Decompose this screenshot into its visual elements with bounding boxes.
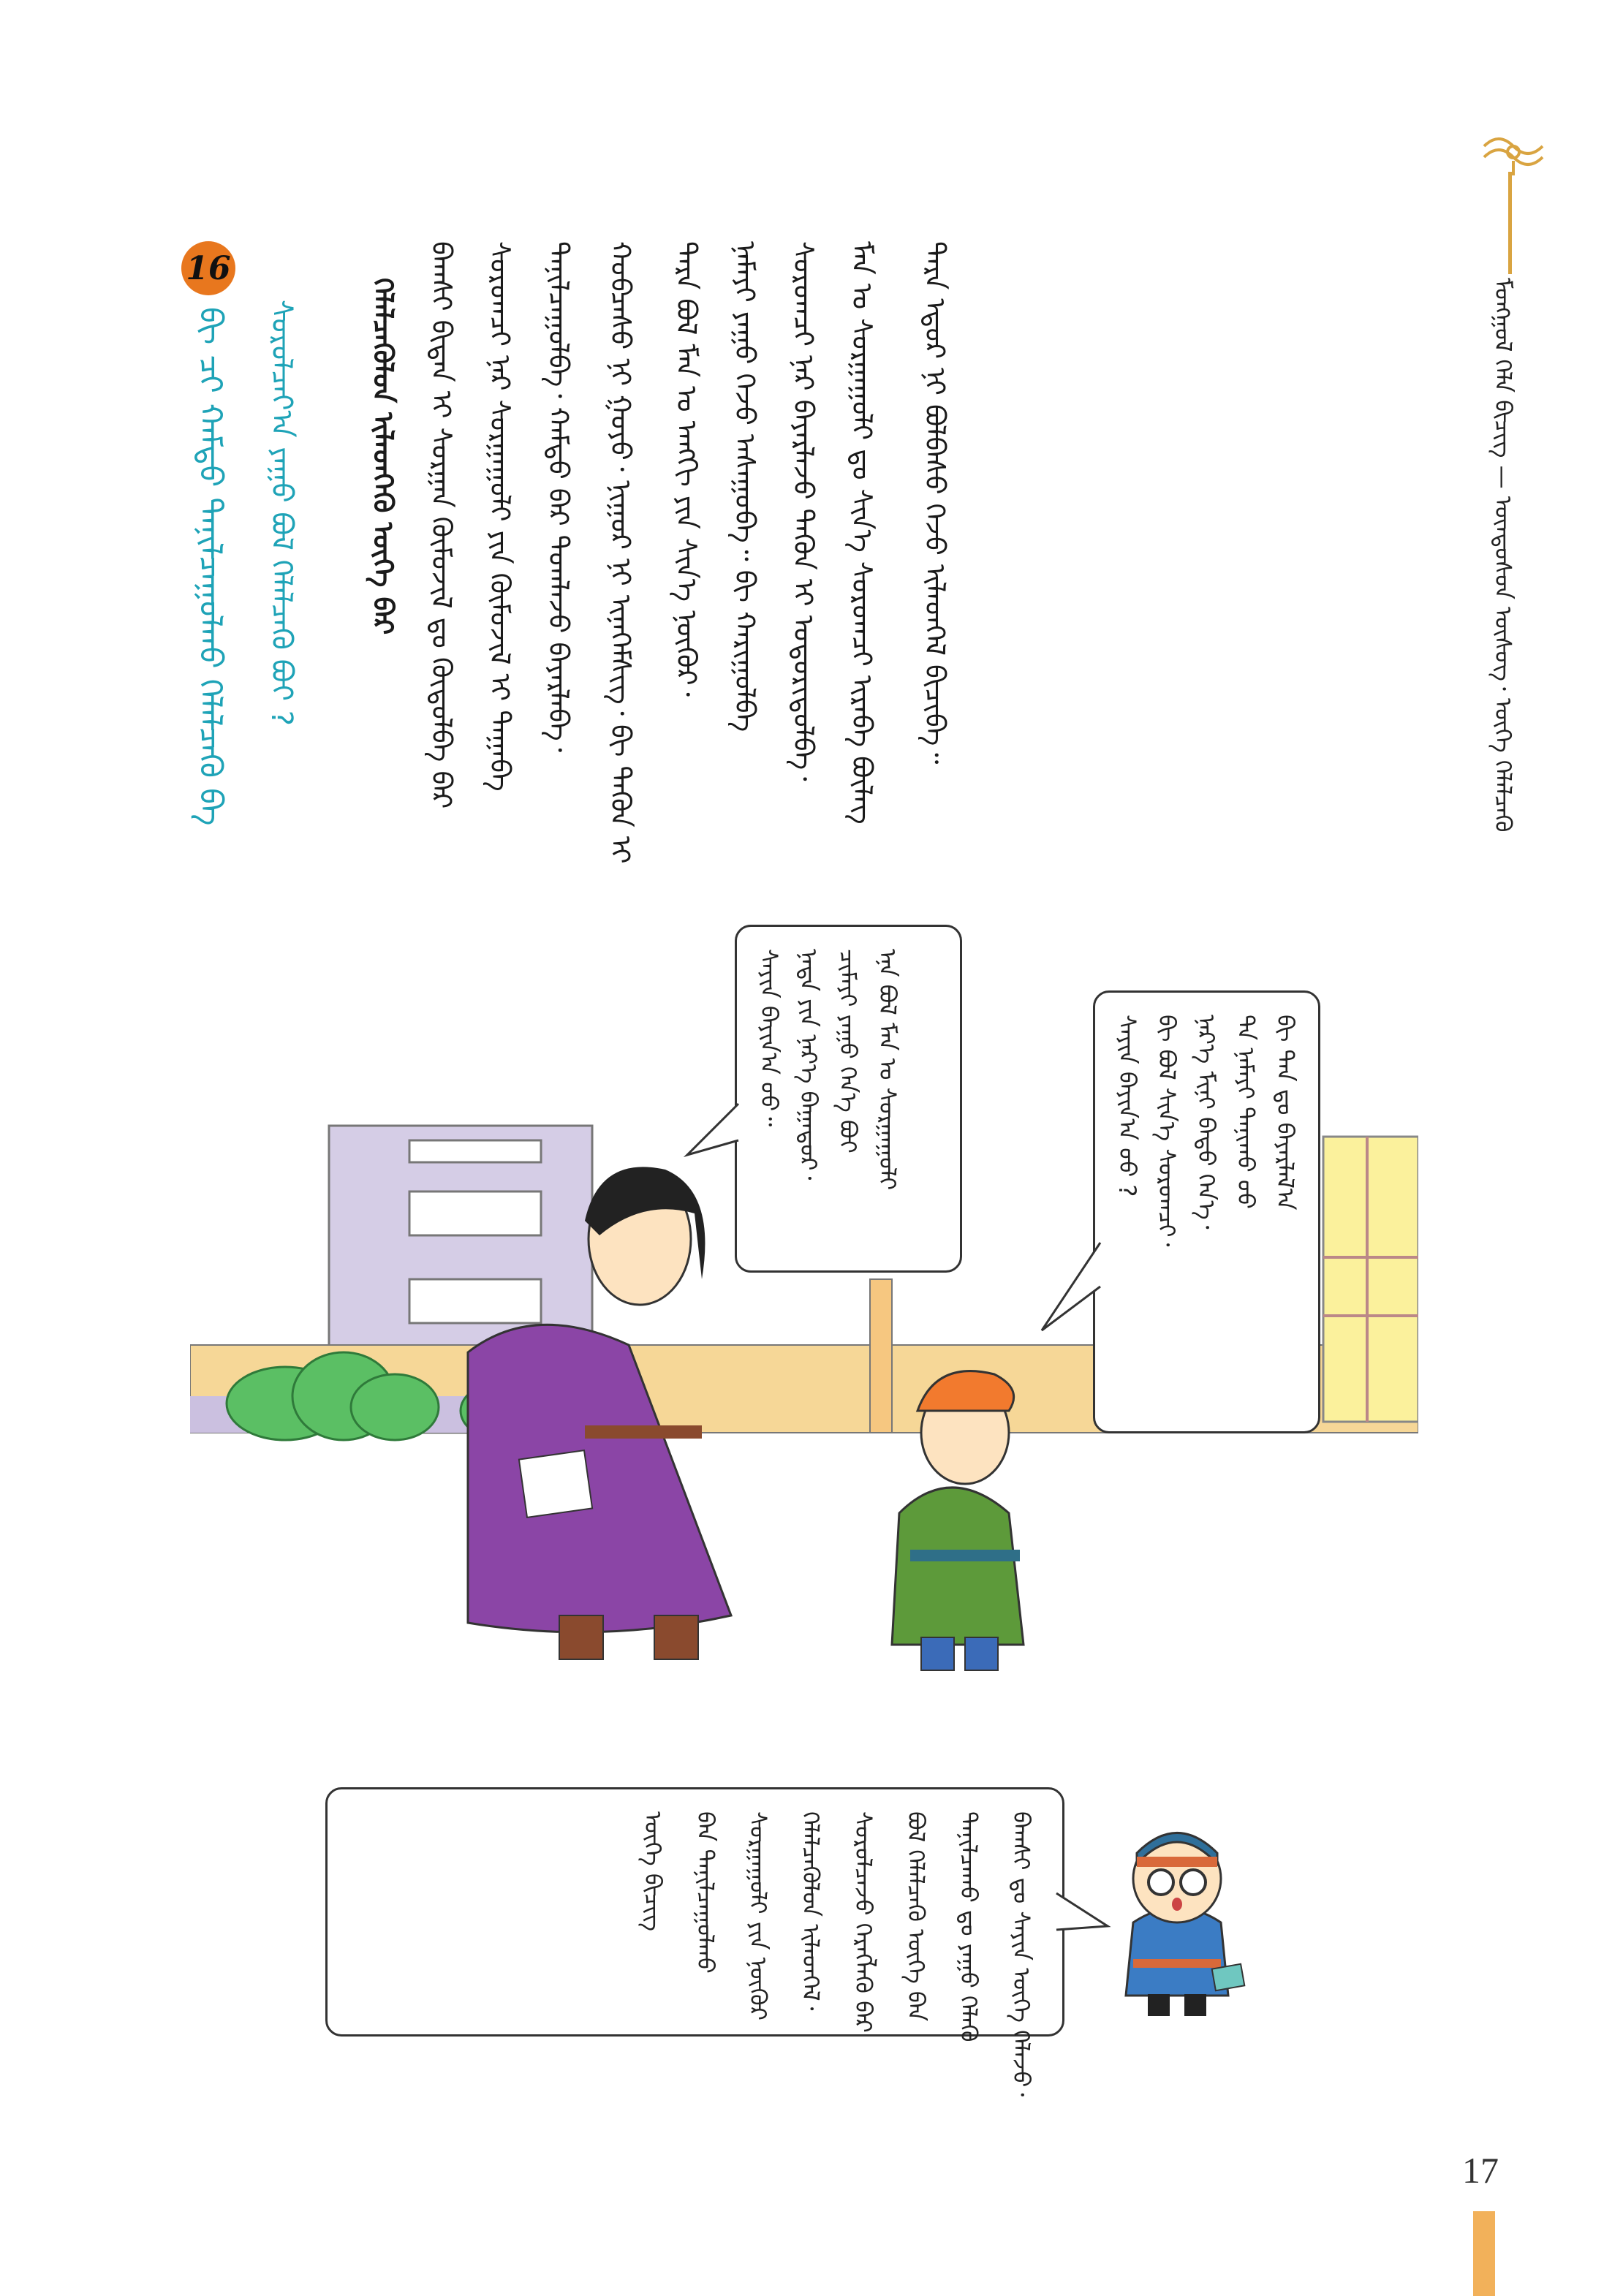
body-line-1: ᠲᠡᠷᠡ ᠡᠳᠦᠷ ᠨᠢ ᠪᠤᠯᠪᠠᠰᠤ ᠬᠡᠵᠦ ᠢᠯᠡᠳᠬᠡᠯ ᠪᠢᠴᠢᠪᠡ᠃ bbox=[919, 241, 951, 765]
building-right bbox=[1323, 1137, 1418, 1422]
bubble-bottom-line-1: ᠪᠠᠭᠰᠢ ᠳᠤ ᠰᠠᠶᠢᠨ ᠦᠭᠡ ᠬᠡᠯᠡᠵᠦ᠂ bbox=[1007, 1811, 1035, 2097]
section-number-badge: 16 bbox=[181, 241, 235, 295]
bubble-bottom-line-6: ᠰᠤᠷᠭᠠᠭᠤᠯᠢ ᠶᠢᠨ ᠨᠥᠬᠦᠷ bbox=[744, 1811, 772, 2020]
speech-bubble-boy bbox=[1093, 990, 1320, 1433]
page-number: 17 bbox=[1462, 2150, 1499, 2191]
bubble-teacher-line-3: ᠴᠢᠮᠠᠶᠢ ᠶᠠᠭᠤ ᠭᠡᠨ᠎ᠡ ᠪᠣᠢ bbox=[834, 949, 862, 1153]
bubble-boy-line-4: ᠲᠠ ᠨᠠᠮᠠᠶᠢ ᠲᠠᠨᠢᠬᠤ ᠤᠤ bbox=[1232, 1015, 1260, 1209]
body-last-line: ᠬᠡᠯᠡᠯᠴᠡᠭᠦᠯᠦᠨ ᠢᠯᠡᠳᠬᠡᠬᠦ ᠦᠭᠡ ᠪᠡᠷ bbox=[367, 278, 399, 635]
body-line-3: ᠰᠤᠷᠤᠭᠴᠢ ᠨᠠᠷ ᠪᠠᠶᠠᠷᠯᠠᠵᠤ ᠲᠡᠭᠦᠨ ᠢ ᠤᠳᠤᠷᠢᠳᠤᠯᠪᠠ᠂ bbox=[787, 241, 820, 781]
body-line-6: ᠬᠤᠪᠴᠠᠰᠤ ᠨᠢ ᠭᠤᠶᠤ᠂ ᠨᠢᠭᠤᠷ ᠨᠢ ᠢᠨᠡᠭᠡᠮᠰᠢᠭ᠂ ᠪᠢ ᠲᠡᠭᠦᠨ ᠢ bbox=[605, 241, 637, 864]
speech-bubble-teacher bbox=[735, 925, 962, 1273]
bubble-boy-line-2: ᠪᠢ ᠪᠣᠯ ᠰᠢᠨ᠎ᠡ ᠰᠤᠷᠤᠭᠴᠢ᠂ bbox=[1153, 1015, 1181, 1247]
bubble-bottom-line-7: ᠪᠠᠨ ᠲᠠᠨᠢᠯᠴᠠᠭᠤᠯᠬᠤ bbox=[692, 1811, 719, 1974]
header-divider-line bbox=[1508, 172, 1512, 274]
bubble-bottom-line-2: ᠲᠠᠨᠢᠯᠴᠠᠬᠤ ᠳᠤ ᠶᠠᠭᠤ ᠬᠡᠯᠡᠬᠦ bbox=[955, 1811, 983, 2042]
bubble-teacher-line-2: ᠨᠠᠳᠠ ᠶᠢᠨ ᠨᠡᠷ᠎ᠡ ᠪᠠᠭᠠᠳᠤᠷ᠂ bbox=[795, 949, 822, 1181]
bubble-teacher-tail bbox=[684, 1096, 742, 1170]
body-line-4: ᠨᠠᠮᠠᠶᠢ ᠶᠠᠭᠤ ᠭᠡᠵᠦ ᠠᠰᠠᠭᠤᠪᠠ᠃ ᠪᠢ ᠬᠠᠷᠢᠭᠤᠯᠪᠠ bbox=[729, 241, 761, 732]
body-line-9: ᠪᠠᠭᠰᠢ ᠪᠢᠳᠡᠨ ᠢ ᠰᠤᠷᠭᠠᠨ ᠬᠦᠮᠦᠵᠢᠯ ᠳᠤ ᠬᠥᠲᠦᠯᠪᠡ ᠪᠡᠷ bbox=[425, 241, 458, 809]
speech-bubble-bottom bbox=[325, 1787, 1064, 2097]
bubble-boy-line-3: ᠨᠡᠷ᠎ᠡ ᠮᠢᠨᠢ ᠪᠠᠲᠤ ᠭᠡᠨ᠎ᠡ᠂ bbox=[1192, 1015, 1220, 1230]
body-line-8: ᠰᠤᠷᠤᠭᠴᠢ ᠨᠠᠷ ᠰᠤᠷᠭᠠᠭᠤᠯᠢ ᠶᠢᠨ ᠬᠦᠮᠦᠵᠢᠯ ᠢ ᠳᠠᠭᠠᠪᠠ bbox=[484, 241, 516, 792]
bubble-boy-tail bbox=[1038, 1235, 1104, 1338]
body-line-5: ᠲᠡᠷᠡ ᠪᠣᠯ ᠮᠠᠨ ᠤ ᠠᠩᠭᠢ ᠶᠢᠨ ᠰᠢᠨ᠎ᠡ ᠨᠥᠬᠦᠷ᠂ bbox=[670, 241, 703, 697]
bubble-bottom-line-3: ᠪᠣᠯ ᠬᠡᠯᠡᠯᠴᠡᠬᠦ ᠦᠭᠡ ᠪᠠᠨ bbox=[902, 1811, 930, 2022]
bubble-bottom-line-4: ᠰᠤᠷᠤᠯᠴᠠᠵᠤ ᠬᠡᠷᠡᠭᠯᠡᠬᠦ ᠪᠡᠷ bbox=[850, 1811, 877, 2033]
footer-accent-bar bbox=[1473, 2211, 1495, 2296]
body-line-2: ᠮᠠᠨ ᠤ ᠰᠤᠷᠭᠠᠭᠤᠯᠢ ᠳᠤ ᠰᠢᠨ᠎ᠡ ᠰᠤᠷᠤᠭᠴᠢ ᠢᠷᠡᠪᠡ ᠪᠦᠯᠡᠭ bbox=[846, 241, 878, 825]
bubble-boy-line-1: ᠰᠠᠶᠢᠨ ᠪᠠᠶᠢᠨ᠎ᠠ ᠤᠤ ? bbox=[1113, 1015, 1141, 1197]
body-line-7: ᠲᠠᠨᠢᠯᠴᠠᠭᠤᠯᠪᠠ᠂ ᠬᠠᠮᠲᠤ ᠪᠡᠷ ᠲᠣᠭᠯᠠᠵᠤ ᠪᠠᠶᠠᠷᠯᠠᠪᠠ᠂ bbox=[542, 241, 575, 753]
mascot-boy-figure bbox=[1097, 1813, 1257, 2025]
bubble-teacher-line-4: ᠡᠨᠡ ᠪᠣᠯ ᠮᠠᠨ ᠤ ᠰᠤᠷᠭᠠᠭᠤᠯᠢ bbox=[874, 949, 901, 1191]
header-ornament-icon bbox=[1469, 117, 1557, 205]
section-heading-line-1: ᠪᠢ ᠴᠢ ᠬᠠᠮᠲᠤ ᠲᠠᠨᠢᠯᠴᠠᠭᠤᠯᠬᠤ ᠬᠡᠯᠡᠯᠴᠡᠬᠦ ᠪᠠ bbox=[192, 307, 229, 826]
section-heading-line-2: ᠰᠤᠷᠤᠯᠴᠠᠶ᠎ᠠ ᠶᠠᠭᠤ ᠪᠣᠯ ᠬᠡᠯᠡᠯᠴᠡᠬᠦ ᠪᠣᠢ ? bbox=[265, 300, 298, 727]
bubble-bottom-line-8: ᠦᠭᠡ ᠪᠢᠴᠢᠭ bbox=[639, 1811, 667, 1932]
running-head: ᠮᠣᠩᠭᠣᠯ ᠬᠡᠯᠡ ᠪᠢᠴᠢᠭ — ᠦᠨᠳᠦᠰᠦᠨ ᠦᠰᠦᠭ᠂ ᠦᠭᠡ ᠬᠡᠯᠡᠯᠴᠡᠬᠦ bbox=[1489, 278, 1517, 833]
bubble-boy-line-5: ᠪᠢ ᠲᠠᠨ ᠳᠤ ᠪᠠᠶᠠᠷᠯᠠᠯ᠎ᠠ bbox=[1271, 1015, 1299, 1210]
bubble-bottom-line-5: ᠬᠡᠯᠡᠯᠴᠡᠭᠦᠯᠦᠨ ᠢᠯᠡᠳᠬᠡᠯ᠂ bbox=[797, 1811, 825, 2011]
bubble-teacher-line-1: ᠰᠠᠶᠢᠨ ᠪᠠᠶᠢᠨ᠎ᠠ ᠤᠤ᠃ bbox=[755, 949, 783, 1127]
